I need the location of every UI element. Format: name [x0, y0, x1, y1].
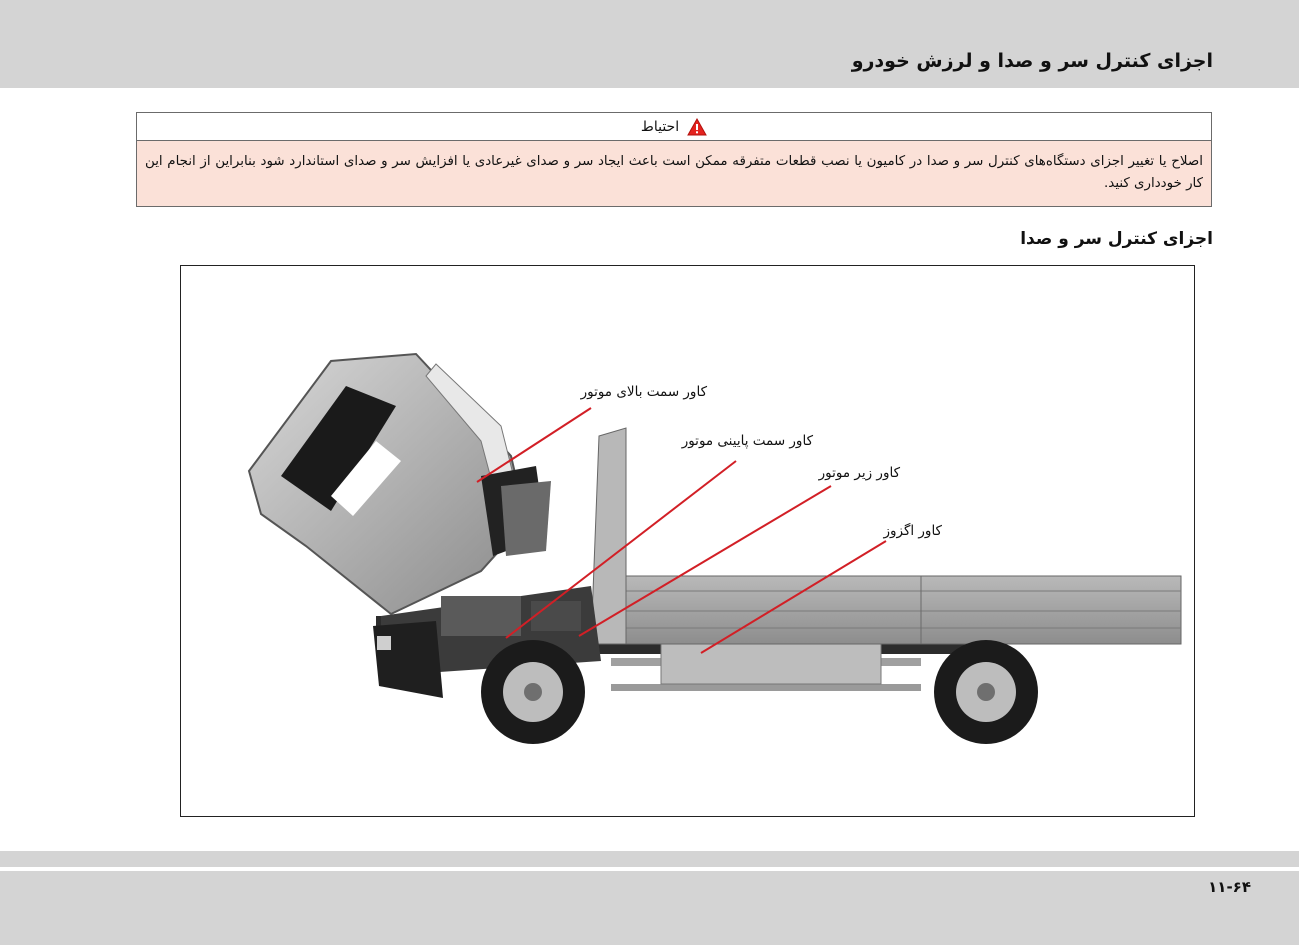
tilted-cab — [249, 354, 551, 614]
caution-box — [136, 112, 1212, 207]
footer-band — [0, 871, 1299, 945]
caution-text: اصلاح یا تغییر اجزای دستگاه‌های کنترل سر و صدا در کامیون یا نصب قطعات متفرقه ممکن است باعث ایجاد سر و صدای غیرعادی یا افزایش سر و صدای استاندارد شود بنابراین از انجام این کار خودداری کنید. — [145, 154, 1203, 191]
footer-strip — [0, 851, 1299, 867]
caution-title: احتیاط — [640, 118, 680, 135]
section-title: اجزای کنترل سر و صدا — [1020, 229, 1213, 249]
rear-wheel — [934, 640, 1038, 744]
warning-triangle-icon — [687, 118, 707, 136]
page-title: اجزای کنترل سر و صدا و لرزش خودرو — [851, 50, 1213, 72]
callout-under-engine-cover: کاور زیر موتور — [818, 465, 900, 481]
page-number: ۱۱-۶۴ — [1208, 878, 1251, 896]
header-band — [0, 0, 1299, 90]
caution-header — [137, 113, 1211, 141]
front-bumper — [373, 621, 443, 698]
callout-lower-engine-cover: کاور سمت پایینی موتور — [681, 433, 813, 449]
callout-exhaust-cover: کاور اگزوز — [883, 523, 942, 539]
truck-illustration — [181, 266, 1196, 818]
front-wheel — [481, 640, 585, 744]
truck-figure — [180, 265, 1195, 817]
callout-upper-engine-cover: کاور سمت بالای موتور — [580, 384, 707, 400]
